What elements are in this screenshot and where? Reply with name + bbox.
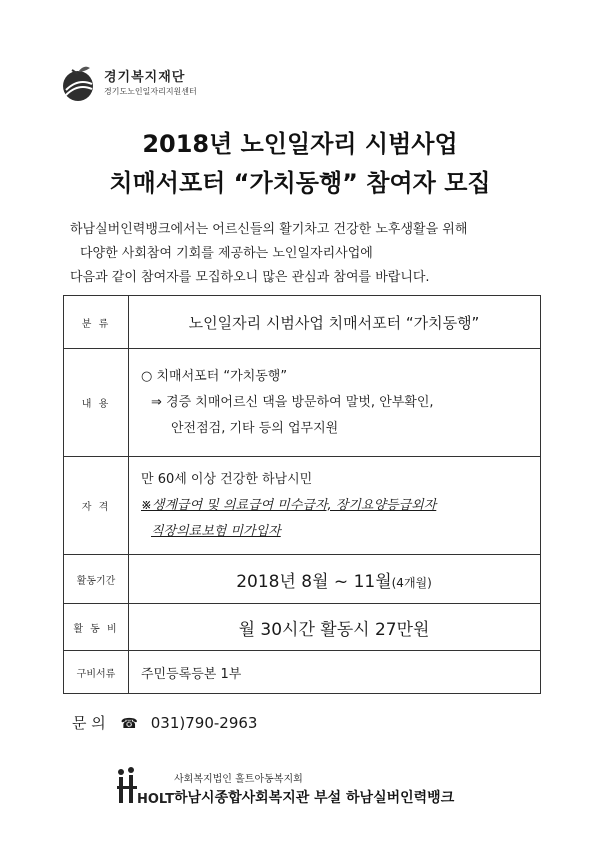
table-row-qualification (64, 457, 541, 555)
qualification-note: 직장의료보험 미가입자 (151, 523, 281, 539)
contact-phone: 031)790-2963 (150, 714, 258, 732)
row-label: 내 용 (64, 349, 129, 457)
footer-center-name: 하남시종합사회복지관 부설 하남실버인력뱅크 (174, 790, 455, 806)
table-row-fee (64, 604, 541, 651)
table-row-content (64, 349, 541, 457)
qualification-line: 만 60세 이상 건강한 하남시민 (141, 471, 313, 487)
row-label: 자 격 (64, 457, 129, 555)
category-value: 노인일자리 시범사업 치매서포터 “가치동행” (129, 296, 541, 349)
footer-org: 사회복지법인 홀트아동복지회 (174, 774, 303, 785)
row-label: 분 류 (64, 296, 129, 349)
intro-line: 다양한 사회참여 기회를 제공하는 노인일자리사업에 (80, 246, 373, 261)
period-value (129, 555, 541, 604)
org-name: 경기복지재단 (104, 70, 186, 85)
foundation-logo-icon (58, 64, 98, 104)
content-line: 안전점검, 기타 등의 업무지원 (171, 420, 339, 436)
period-dates: 2018년 8월 ~ 11월 (236, 571, 392, 592)
page-title-line2: 치매서포터 “가치동행” 참여자 모집 (109, 169, 491, 197)
org-subtitle: 경기도노인일자리지원센터 (104, 87, 197, 96)
contact-label: 문 의 (72, 714, 106, 732)
table-row-category (64, 296, 541, 349)
page-title-line1: 2018년 노인일자리 시범사업 (142, 130, 458, 158)
row-label: 활 동 비 (64, 604, 129, 651)
content-value (129, 349, 541, 457)
intro-line: 다음과 같이 참여자를 모집하오니 많은 관심과 참여를 바랍니다. (70, 270, 430, 285)
table-row-period (64, 555, 541, 604)
phone-icon: ☎ (120, 716, 138, 732)
qualification-note: ※생계급여 및 의료급여 미수급자, 장기요양등급외자 (141, 497, 437, 513)
contact-info (72, 712, 257, 733)
holt-logo-icon (112, 766, 174, 810)
row-label: 구비서류 (64, 651, 129, 694)
content-line: ○ 치매서포터 “가치동행” (141, 368, 288, 384)
footer (112, 766, 532, 816)
period-note: (4개월) (391, 575, 432, 590)
table-row-documents (64, 651, 541, 694)
recruitment-info-table (63, 295, 541, 694)
content-line: ⇒ 경증 치매어르신 댁을 방문하여 말벗, 안부확인, (151, 394, 434, 410)
documents-value: 주민등록등본 1부 (129, 651, 541, 694)
fee-value: 월 30시간 활동시 27만원 (129, 604, 541, 651)
holt-logo-text: HOLT (137, 792, 174, 807)
qualification-value (129, 457, 541, 555)
org-logo (58, 62, 238, 106)
row-label: 활동기간 (64, 555, 129, 604)
intro-line: 하남실버인력뱅크에서는 어르신들의 활기차고 건강한 노후생활을 위해 (70, 222, 468, 237)
